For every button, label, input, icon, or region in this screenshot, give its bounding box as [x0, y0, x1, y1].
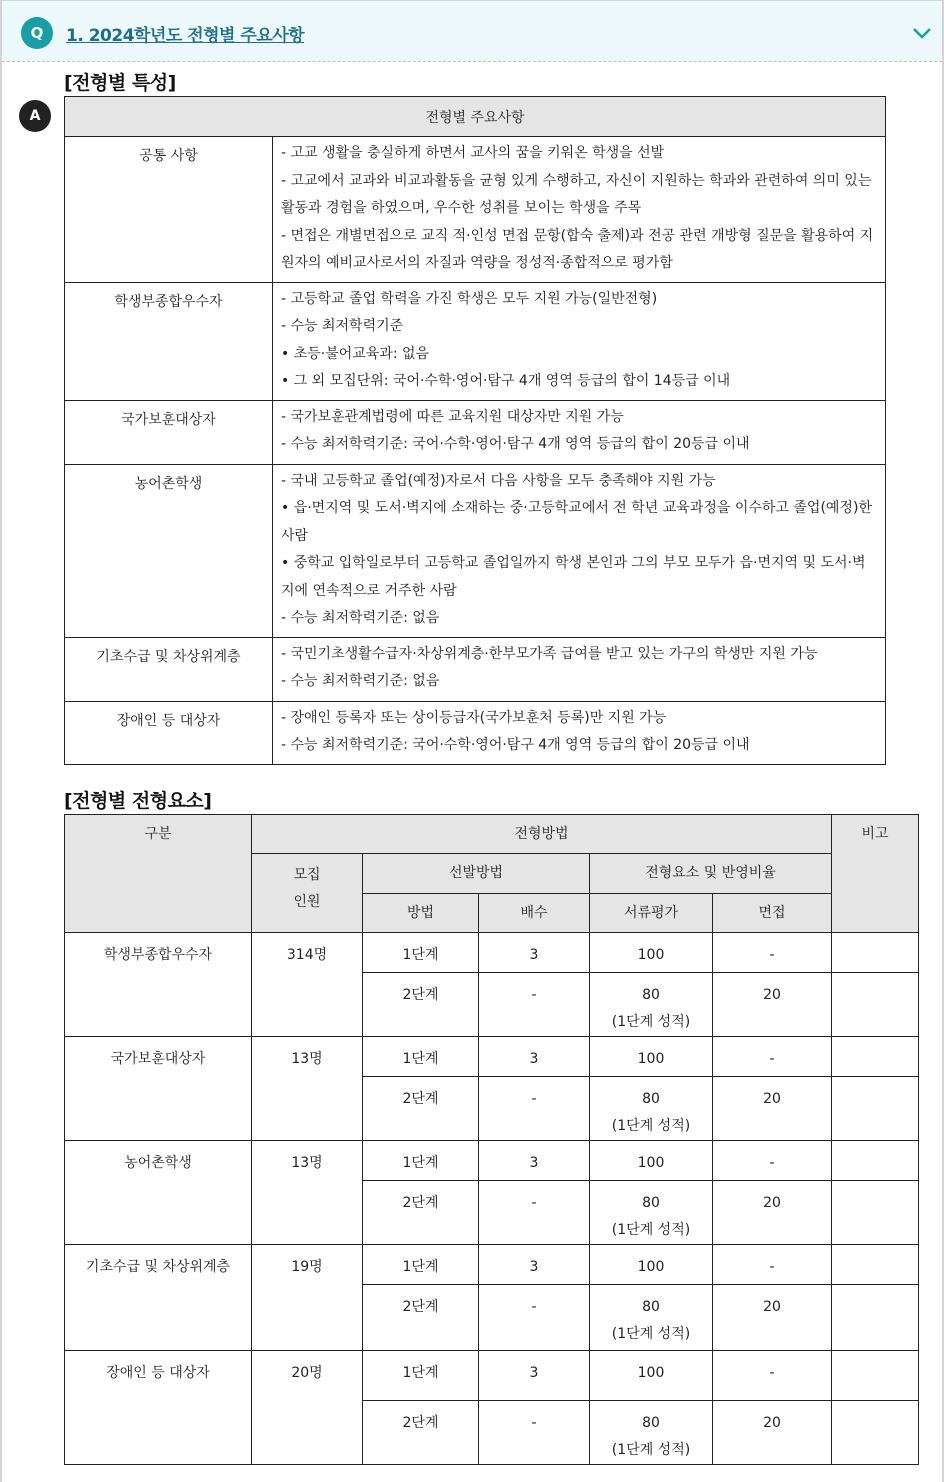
- cell-interview: 20: [713, 1181, 832, 1245]
- row-label: 기초수급 및 차상위계층: [65, 637, 273, 701]
- header-documents: 서류평가: [590, 894, 713, 933]
- row-content: - 국가보훈관계법령에 따른 교육지원 대상자만 지원 가능 - 수능 최저학력기준: 국어·수학·영어·탐구 4개 영역 등급의 합이 20등급 이내: [273, 400, 886, 464]
- cell-documents: 100: [590, 933, 713, 973]
- table-row: [65, 137, 886, 283]
- header-selection: 선발방법: [363, 854, 590, 894]
- cell-note: [832, 933, 919, 973]
- cell-documents: 100: [590, 1245, 713, 1285]
- cell-multiple: -: [479, 973, 590, 1037]
- cell-stage: 2단계: [363, 1077, 479, 1141]
- table-row: [65, 282, 886, 400]
- characteristics-table: [64, 96, 886, 765]
- cell-documents: 80 (1단계 성적): [590, 1181, 713, 1245]
- table-row: [65, 1141, 919, 1181]
- cell-documents: 80 (1단계 성적): [590, 1285, 713, 1351]
- cell-multiple: 3: [479, 1141, 590, 1181]
- question-badge: Q: [21, 17, 53, 49]
- question-title-link[interactable]: 1. 2024학년도 전형별 주요사항: [66, 26, 305, 46]
- cell-note: [832, 1181, 919, 1245]
- answer-badge: A: [19, 100, 51, 132]
- header-multiple: 배수: [479, 894, 590, 933]
- cell-documents: 80 (1단계 성적): [590, 1401, 713, 1465]
- cell-multiple: -: [479, 1077, 590, 1141]
- cell-quota: 314명: [252, 933, 363, 1037]
- cell-stage: 1단계: [363, 1141, 479, 1181]
- cell-documents: 80 (1단계 성적): [590, 1077, 713, 1141]
- row-content: - 장애인 등록자 또는 상이등급자(국가보훈처 등록)만 지원 가능 - 수능 최저학력기준: 국어·수학·영어·탐구 4개 영역 등급의 합이 20등급 이내: [273, 701, 886, 764]
- row-label: 장애인 등 대상자: [65, 701, 273, 764]
- table-row: [65, 637, 886, 701]
- cell-note: [832, 973, 919, 1037]
- cell-quota: 13명: [252, 1141, 363, 1245]
- header-method: 전형방법: [252, 815, 832, 854]
- cell-interview: -: [713, 1141, 832, 1181]
- cell-stage: 1단계: [363, 1351, 479, 1401]
- cell-stage: 1단계: [363, 933, 479, 973]
- cell-documents: 80 (1단계 성적): [590, 973, 713, 1037]
- row-content: - 국민기초생활수급자·차상위계층·한부모가족 급여를 받고 있는 가구의 학생만 지원 가능 - 수능 최저학력기준: 없음: [273, 637, 886, 701]
- cell-interview: 20: [713, 1077, 832, 1141]
- cell-interview: 20: [713, 1401, 832, 1465]
- selection-elements-table: [64, 814, 919, 1465]
- cell-documents: 100: [590, 1037, 713, 1077]
- cell-documents: 100: [590, 1141, 713, 1181]
- table-row: [65, 464, 886, 637]
- cell-multiple: 3: [479, 1037, 590, 1077]
- cell-quota: 19명: [252, 1245, 363, 1351]
- cell-category: 농어촌학생: [65, 1141, 252, 1245]
- cell-note: [832, 1141, 919, 1181]
- row-content: - 국내 고등학교 졸업(예정)자로서 다음 사항을 모두 충족해야 지원 가능 • 읍·면지역 및 도서·벽지에 소재하는 중·고등학교에서 전 학년 교육과정을 이수하고 졸업(예정)한 사람 • 중학교 입학일로부터 고등학교 졸업일까지 학생 본인과 그의 부모 모두가 읍·면지역 및 도서·벽지에 연속적으로 거주한 사람 - 수능 최저학력기준: 없음: [273, 464, 886, 637]
- cell-stage: 1단계: [363, 1037, 479, 1077]
- row-content: - 고등학교 졸업 학력을 가진 학생은 모두 지원 가능(일반전형) - 수능 최저학력기준 • 초등·불어교육과: 없음 • 그 외 모집단위: 국어·수학·영어·탐구 4개 영역 등급의 합이 14등급 이내: [273, 282, 886, 400]
- section-title-characteristics: [전형별 특성]: [64, 72, 176, 94]
- cell-stage: 2단계: [363, 1285, 479, 1351]
- cell-interview: -: [713, 1037, 832, 1077]
- cell-stage: 2단계: [363, 973, 479, 1037]
- cell-note: [832, 1245, 919, 1285]
- cell-note: [832, 1401, 919, 1465]
- table-row: [65, 701, 886, 764]
- cell-category: 학생부종합우수자: [65, 933, 252, 1037]
- chevron-down-icon[interactable]: [910, 23, 934, 43]
- header-elements: 전형요소 및 반영비율: [590, 854, 832, 894]
- row-content: - 고교 생활을 충실하게 하면서 교사의 꿈을 키워온 학생을 선발 - 고교에서 교과와 비교과활동을 균형 있게 수행하고, 자신이 지원하는 학과와 관련하여 의미 있는 활동과 경험을 하였으며, 우수한 성취를 보이는 학생을 주목 - 면접은 개별면접으로 교직 적·인성 면접 문항(합숙 출제)과 전공 관련 개방형 질문을 활용하여 지원자의 예비교사로서의 자질과 역량을 정성적·종합적으로 평가함: [273, 137, 886, 283]
- cell-interview: 20: [713, 973, 832, 1037]
- header-note: 비고: [832, 815, 919, 933]
- cell-note: [832, 1285, 919, 1351]
- cell-stage: 2단계: [363, 1181, 479, 1245]
- faq-question-header[interactable]: [2, 1, 942, 62]
- table-row: [65, 1037, 919, 1077]
- cell-note: [832, 1037, 919, 1077]
- cell-category: 기초수급 및 차상위계층: [65, 1245, 252, 1351]
- cell-note: [832, 1351, 919, 1401]
- header-quota: 모집 인원: [252, 854, 363, 933]
- cell-stage: 2단계: [363, 1401, 479, 1465]
- cell-stage: 1단계: [363, 1245, 479, 1285]
- cell-multiple: -: [479, 1401, 590, 1465]
- cell-interview: 20: [713, 1285, 832, 1351]
- cell-interview: -: [713, 933, 832, 973]
- cell-interview: -: [713, 1351, 832, 1401]
- cell-multiple: 3: [479, 933, 590, 973]
- cell-interview: -: [713, 1245, 832, 1285]
- row-label: 공통 사항: [65, 137, 273, 283]
- cell-category: 국가보훈대상자: [65, 1037, 252, 1141]
- cell-multiple: 3: [479, 1245, 590, 1285]
- cell-multiple: -: [479, 1181, 590, 1245]
- row-label: 농어촌학생: [65, 464, 273, 637]
- table-row: [65, 1351, 919, 1401]
- table-row: [65, 1245, 919, 1285]
- header-stage: 방법: [363, 894, 479, 933]
- cell-quota: 20명: [252, 1351, 363, 1465]
- row-label: 학생부종합우수자: [65, 282, 273, 400]
- table-header: 전형별 주요사항: [65, 97, 886, 137]
- cell-multiple: -: [479, 1285, 590, 1351]
- table-row: [65, 933, 919, 973]
- cell-note: [832, 1077, 919, 1141]
- header-interview: 면접: [713, 894, 832, 933]
- section-title-elements: [전형별 전형요소]: [64, 790, 212, 812]
- cell-category: 장애인 등 대상자: [65, 1351, 252, 1465]
- row-label: 국가보훈대상자: [65, 400, 273, 464]
- table-row: [65, 400, 886, 464]
- cell-quota: 13명: [252, 1037, 363, 1141]
- cell-documents: 100: [590, 1351, 713, 1401]
- cell-multiple: 3: [479, 1351, 590, 1401]
- header-category: 구분: [65, 815, 252, 933]
